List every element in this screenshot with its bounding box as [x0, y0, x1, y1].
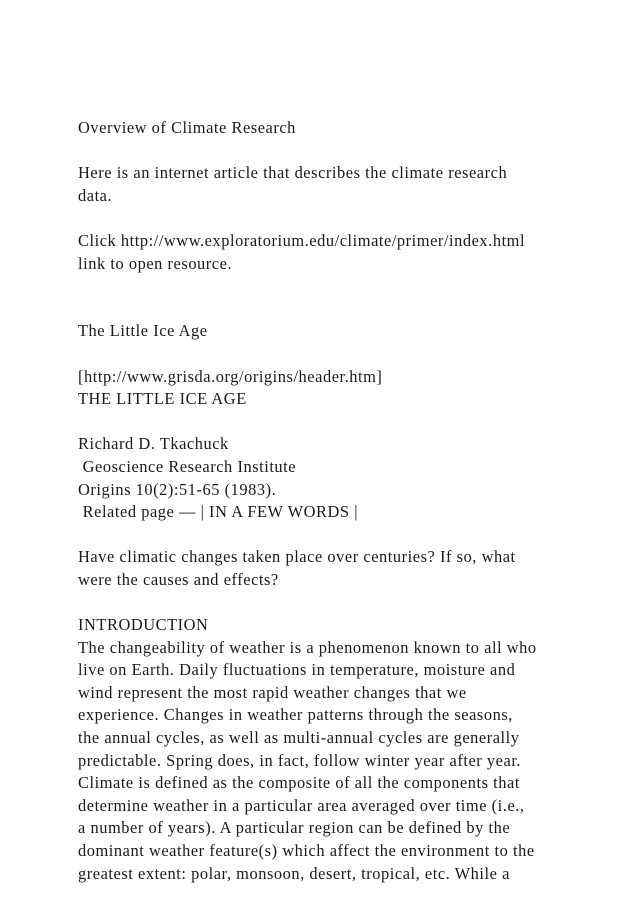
spacer [78, 275, 578, 320]
spacer [78, 207, 578, 230]
body-line: predictable. Spring does, in fact, follow winter year after year. [78, 750, 522, 770]
author: Richard D. Tkachuck [78, 434, 229, 454]
click-line: Click http://www.exploratorium.edu/climate/primer/index.html [78, 230, 526, 250]
spacer [78, 524, 578, 547]
section-title: The Little Ice Age [78, 321, 208, 341]
body-line: live on Earth. Daily fluctuations in temperature, moisture and [78, 660, 516, 680]
spacer [78, 343, 578, 366]
related-page: Related page — | IN A FEW WORDS | [78, 502, 359, 522]
click-line: link to open resource. [78, 253, 233, 273]
body-line: Climate is defined as the composite of all the components that [78, 773, 520, 793]
intro-line: Here is an internet article that describes the climate research [78, 163, 508, 183]
body-line: The changeability of weather is a phenomenon known to all who [78, 637, 537, 657]
intro-line: data. [78, 185, 113, 205]
body-line: the annual cycles, as well as multi-annual cycles are generally [78, 728, 520, 748]
spacer [78, 591, 578, 614]
body-line: greatest extent: polar, monsoon, desert, tropical, etc. While a [78, 863, 510, 883]
source-url: [http://www.grisda.org/origins/header.htm] [78, 366, 383, 386]
question-line: Have climatic changes taken place over centuries? If so, what [78, 547, 516, 567]
body-line: a number of years). A particular region can be defined by the [78, 818, 511, 838]
body-line: determine weather in a particular area averaged over time (i.e., [78, 795, 525, 815]
citation: Origins 10(2):51-65 (1983). [78, 479, 277, 499]
document-body [78, 117, 578, 885]
introduction-heading: INTRODUCTION [78, 615, 209, 635]
body-line: wind represent the most rapid weather changes that we [78, 682, 467, 702]
spacer [78, 140, 578, 163]
body-line: experience. Changes in weather patterns through the seasons, [78, 705, 513, 725]
institute: Geoscience Research Institute [78, 456, 297, 476]
article-title: THE LITTLE ICE AGE [78, 389, 247, 409]
question-line: were the causes and effects? [78, 569, 279, 589]
document-heading: Overview of Climate Research [78, 118, 296, 137]
spacer [78, 411, 578, 434]
body-line: dominant weather feature(s) which affect the environment to the [78, 841, 535, 860]
